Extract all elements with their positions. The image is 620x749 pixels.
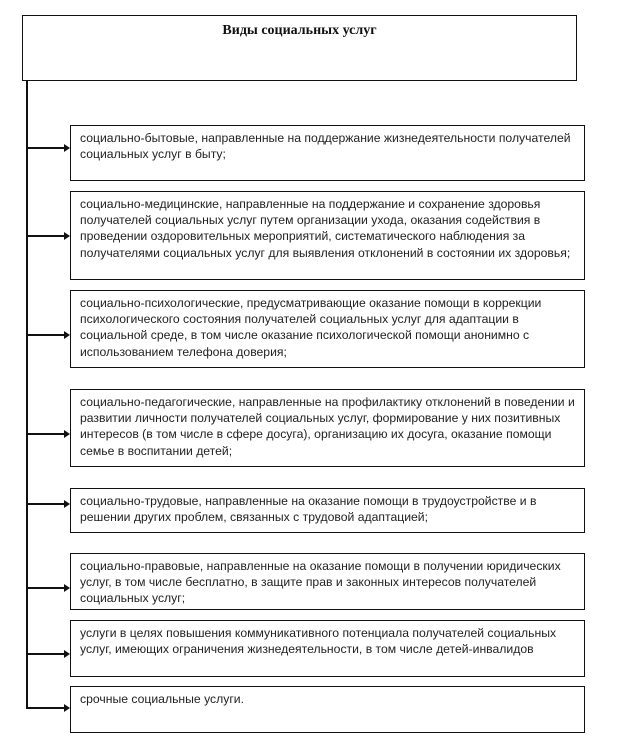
branch-connector-line xyxy=(26,235,66,237)
service-type-text: социально-трудовые, направленные на оказание помощи в трудоустройстве и в решении других проблем, связанных с трудовой адаптацией; xyxy=(80,494,537,525)
service-type-text: социально-психологические, предусматривающие оказание помощи в коррекции психологического состояния получателей социальных услуг для адаптации в социальной среде, в том числе оказание психологической помощи анонимно с использованием телефона доверия; xyxy=(80,296,542,359)
arrow-right-icon xyxy=(64,144,70,152)
title-box xyxy=(22,15,577,81)
branch-connector-line xyxy=(26,334,66,336)
branch-connector-line xyxy=(26,433,66,435)
arrow-right-icon xyxy=(64,584,70,592)
branch-connector-line xyxy=(26,653,66,655)
service-type-box-urgent xyxy=(70,686,585,733)
arrow-right-icon xyxy=(64,650,70,658)
branch-connector-line xyxy=(26,707,66,709)
branch-connector-line xyxy=(26,503,66,505)
arrow-right-icon xyxy=(64,500,70,508)
service-type-box-social-medical xyxy=(70,191,585,280)
branch-connector-line xyxy=(26,587,66,589)
service-type-box-social-domestic xyxy=(70,125,585,181)
service-type-text: услуги в целях повышения коммуникативного потенциала получателей социальных услуг, имеющих ограничения жизнедеятельности, в том числе детей-инвалидов xyxy=(80,626,557,657)
arrow-right-icon xyxy=(64,430,70,438)
service-type-text: срочные социальные услуги. xyxy=(80,692,244,706)
service-type-box-social-legal xyxy=(70,553,585,610)
arrow-right-icon xyxy=(64,704,70,712)
diagram-title: Виды социальных услуг xyxy=(222,23,377,38)
trunk-connector-line xyxy=(26,81,28,708)
service-type-box-social-pedagogical xyxy=(70,389,585,467)
service-type-box-social-labor xyxy=(70,488,585,533)
service-type-box-social-psychological xyxy=(70,290,585,368)
service-type-text: социально-педагогические, направленные на профилактику отклонений в поведении и развитии личности получателей социальных услуг, формирование у них позитивных интересов (в том числе в сфере досуга), организацию их досуга, оказание помощи семье в воспитании детей; xyxy=(80,395,575,458)
service-type-text: социально-правовые, направленные на оказание помощи в получении юридических услуг, в том числе бесплатно, в защите прав и законных интересов получателей социальных услуг; xyxy=(80,559,561,606)
service-type-text: социально-бытовые, направленные на поддержание жизнедеятельности получателей социальных услуг в быту; xyxy=(80,131,571,162)
arrow-right-icon xyxy=(64,331,70,339)
service-type-text: социально-медицинские, направленные на поддержание и сохранение здоровья получателей социальных услуг путем организации ухода, оказания содействия в проведении оздоровительных мероприятий, систематического наблюдения за получателями социальных услуг для выявления отклонений в состоянии их здоровья; xyxy=(80,197,571,260)
service-type-box-communicative-potential xyxy=(70,620,585,677)
arrow-right-icon xyxy=(64,232,70,240)
branch-connector-line xyxy=(26,147,66,149)
